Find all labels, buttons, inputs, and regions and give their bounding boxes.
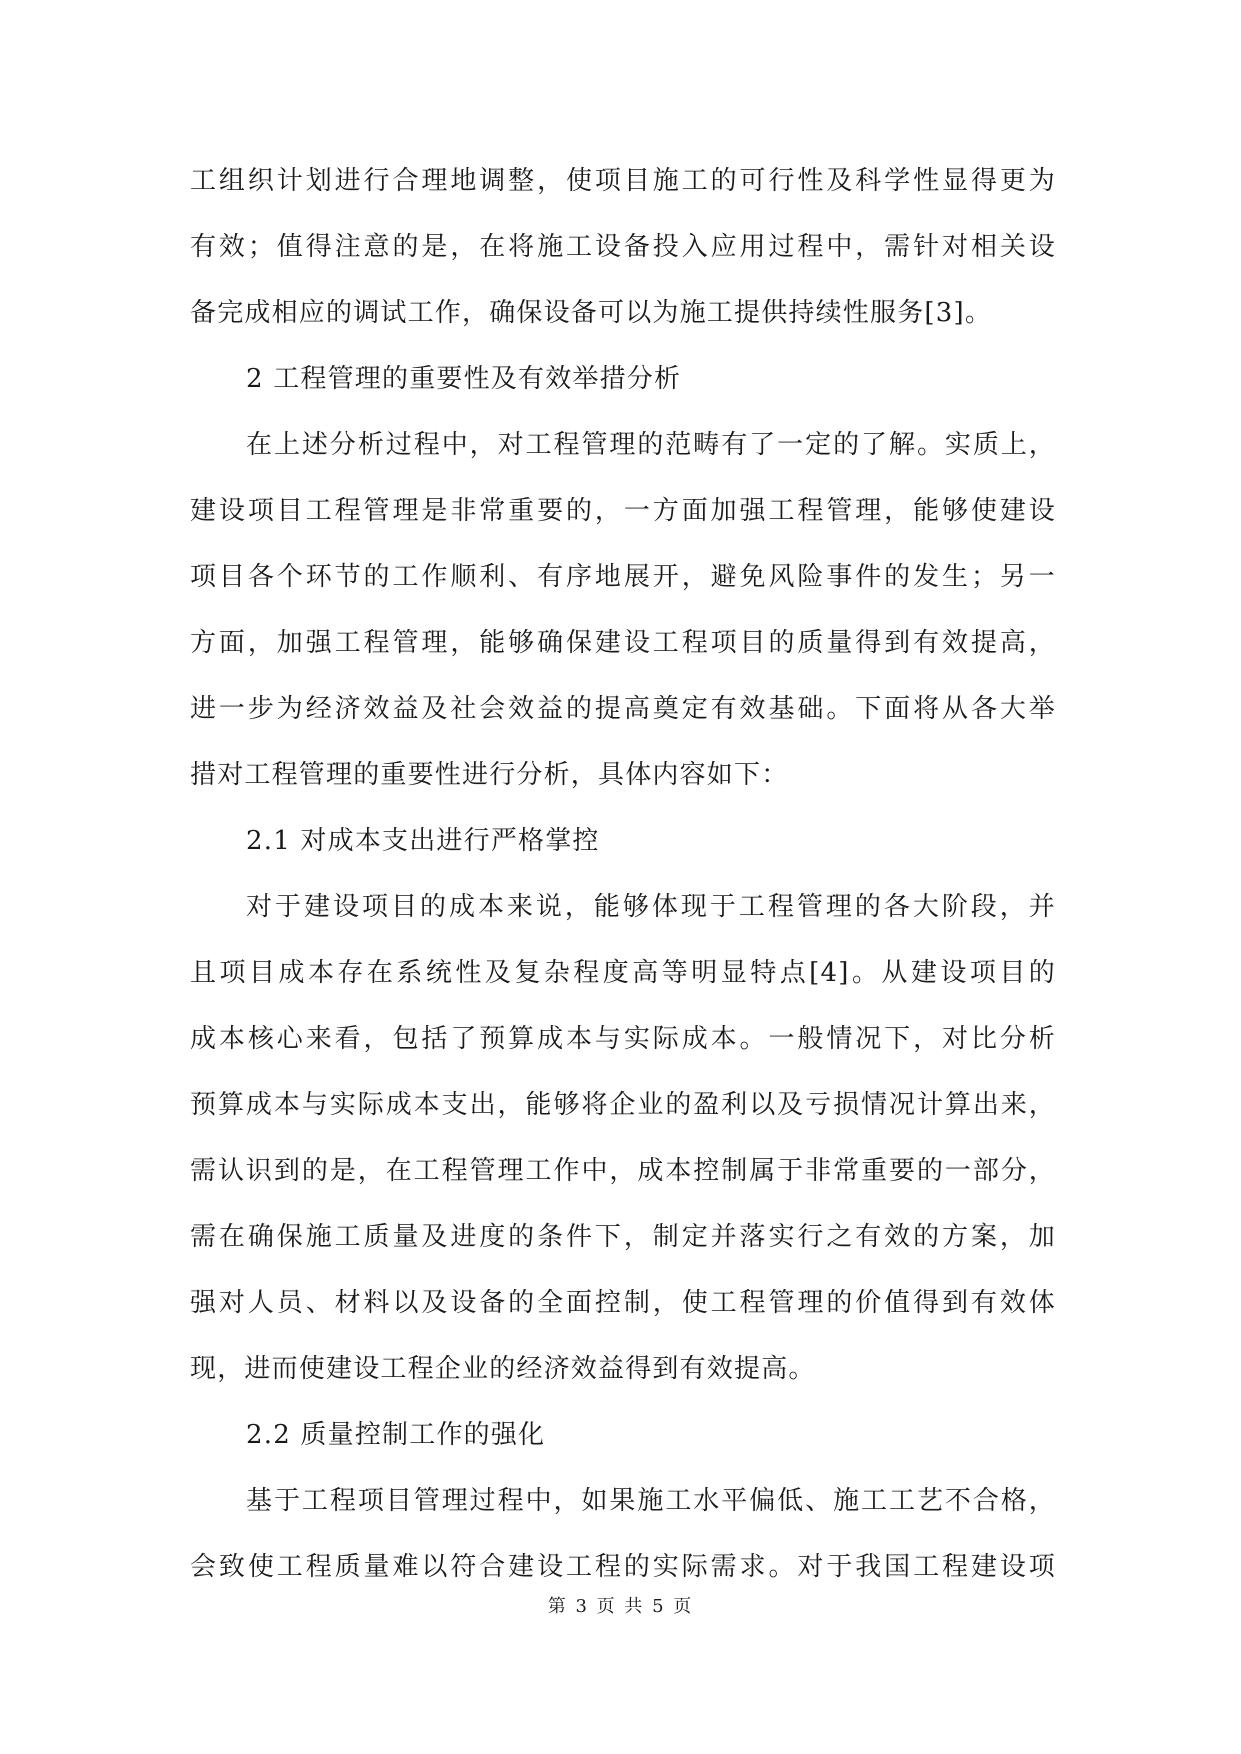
text-line: 项目各个环节的工作顺利、有序地展开，避免风险事件的发生；另一 [190, 562, 1056, 592]
text-line: 措对工程管理的重要性进行分析，具体内容如下： [190, 760, 789, 790]
text-line: 预算成本与实际成本支出，能够将企业的盈利以及亏损情况计算出来， [190, 1090, 1056, 1120]
text-line: 且项目成本存在系统性及复杂程度高等明显特点[4]。从建设项目的 [190, 958, 1056, 988]
text-line: 有效；值得注意的是，在将施工设备投入应用过程中，需针对相关设 [190, 232, 1056, 262]
text-line: 会致使工程质量难以符合建设工程的实际需求。对于我国工程建设项 [190, 1552, 1056, 1582]
text-line: 成本核心来看，包括了预算成本与实际成本。一般情况下，对比分析 [190, 1024, 1056, 1054]
text-line: 需在确保施工质量及进度的条件下，制定并落实行之有效的方案，加 [190, 1222, 1056, 1252]
subsection-heading: 2.2 质量控制工作的强化 [246, 1420, 546, 1450]
text-line: 现，进而使建设工程企业的经济效益得到有效提高。 [190, 1354, 816, 1384]
text-line: 建设项目工程管理是非常重要的，一方面加强工程管理，能够使建设 [190, 496, 1056, 526]
section-heading: 2 工程管理的重要性及有效举措分析 [246, 364, 682, 394]
text-line: 在上述分析过程中，对工程管理的范畴有了一定的了解。实质上， [246, 430, 1056, 460]
text-line: 进一步为经济效益及社会效益的提高奠定有效基础。下面将从各大举 [190, 694, 1056, 724]
text-line: 对于建设项目的成本来说，能够体现于工程管理的各大阶段，并 [246, 892, 1056, 922]
text-line: 基于工程项目管理过程中，如果施工水平偏低、施工工艺不合格， [246, 1486, 1056, 1516]
text-line: 工组织计划进行合理地调整，使项目施工的可行性及科学性显得更为 [190, 166, 1056, 196]
text-line: 方面，加强工程管理，能够确保建设工程项目的质量得到有效提高， [190, 628, 1056, 658]
text-line: 备完成相应的调试工作，确保设备可以为施工提供持续性服务[3]。 [190, 298, 993, 328]
body-text [190, 148, 1056, 1600]
page-footer: 第 3 页 共 5 页 [547, 1596, 694, 1617]
subsection-heading: 2.1 对成本支出进行严格掌控 [246, 826, 600, 856]
text-line: 强对人员、材料以及设备的全面控制，使工程管理的价值得到有效体 [190, 1288, 1056, 1318]
text-line: 需认识到的是，在工程管理工作中，成本控制属于非常重要的一部分， [190, 1156, 1056, 1186]
